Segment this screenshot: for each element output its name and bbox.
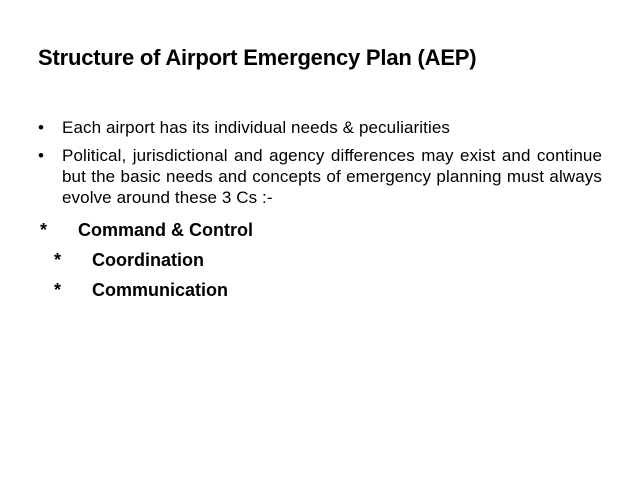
- cs-label: Communication: [92, 280, 229, 300]
- bullet-text: Each airport has its individual needs & peculiarities: [62, 118, 451, 137]
- asterisk-marker: *: [54, 280, 62, 300]
- cs-item-communication: [38, 275, 602, 305]
- bullet-text: Political, jurisdictional and agency differences may exist and continue but the basic needs and concepts of emergency planning must always evolve around these 3 Cs :-: [62, 146, 602, 207]
- slide-body: [38, 117, 602, 305]
- cs-item-coordination: [38, 245, 602, 275]
- asterisk-marker: *: [40, 220, 48, 240]
- bullet-item: [38, 145, 602, 208]
- slide-title: Structure of Airport Emergency Plan (AEP): [38, 45, 477, 70]
- cs-list: [38, 215, 602, 305]
- bullet-marker: •: [38, 118, 44, 137]
- bullet-item: [38, 117, 602, 138]
- bullet-marker: •: [38, 146, 44, 165]
- asterisk-marker: *: [54, 250, 62, 270]
- cs-item-command-control: [38, 215, 602, 245]
- cs-label: Command & Control: [78, 220, 253, 240]
- cs-label: Coordination: [92, 250, 204, 270]
